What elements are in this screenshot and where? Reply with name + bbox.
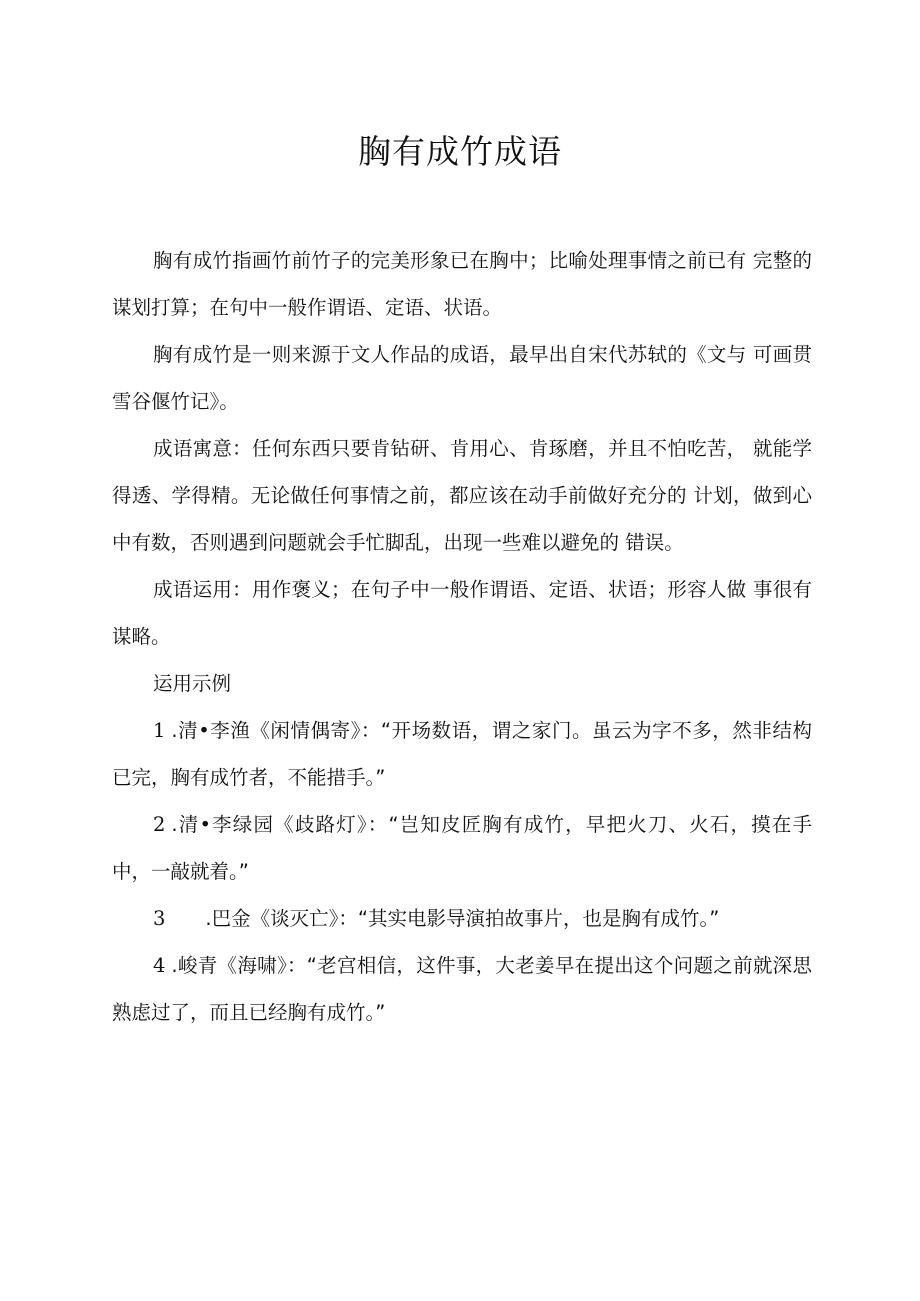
example-item [112, 942, 812, 1036]
example-number: 4 [153, 954, 166, 977]
example-item [112, 707, 812, 801]
example-text: .清•李渔《闲情偶寄》：“开场数语，谓之家门。虽云为字不多，然非结构已完，胸有成竹者，不能措手。” [112, 719, 812, 789]
document-title: 胸有成竹成语 [358, 132, 562, 171]
example-text: .清•李绿园《歧路灯》：“岂知皮匠胸有成竹，早把火刀、火石，摸在手中，一敲就着。” [112, 813, 812, 883]
example-item [112, 801, 812, 895]
example-item [112, 895, 812, 942]
document-body [112, 237, 812, 1036]
paragraph-definition: 胸有成竹指画竹前竹子的完美形象已在胸中；比喻处理事情之前已有 完整的谋划打算；在句中一般作谓语、定语、状语。 [112, 249, 812, 319]
example-number: 2 [153, 813, 166, 836]
paragraph-meaning: 成语寓意：任何东西只要肯钻研、肯用心、肯琢磨，并且不怕吃苦， 就能学得透、学得精。无论做任何事情之前，都应该在动手前做好充分的 计划，做到心中有数，否则遇到问题就会手忙脚乱，出现一些难以避免的 错误。 [112, 437, 812, 554]
paragraph-usage: 成语运用：用作褒义；在句子中一般作谓语、定语、状语；形容人做 事很有谋略。 [112, 578, 812, 648]
example-number: 1 [153, 719, 166, 742]
example-text: .峻青《海啸》：“老宫相信，这件事，大老姜早在提出这个问题之前就深思熟虑过了，而且已经胸有成竹。” [112, 954, 812, 1024]
example-number: 3 [153, 907, 166, 930]
paragraph-origin: 胸有成竹是一则来源于文人作品的成语，最早出自宋代苏轼的《文与 可画贯雪谷偃竹记》。 [112, 343, 812, 413]
examples-heading: 运用示例 [153, 672, 232, 695]
example-text: .巴金《谈灭亡》：“其实电影导演拍故事片，也是胸有成竹。” [205, 907, 720, 930]
